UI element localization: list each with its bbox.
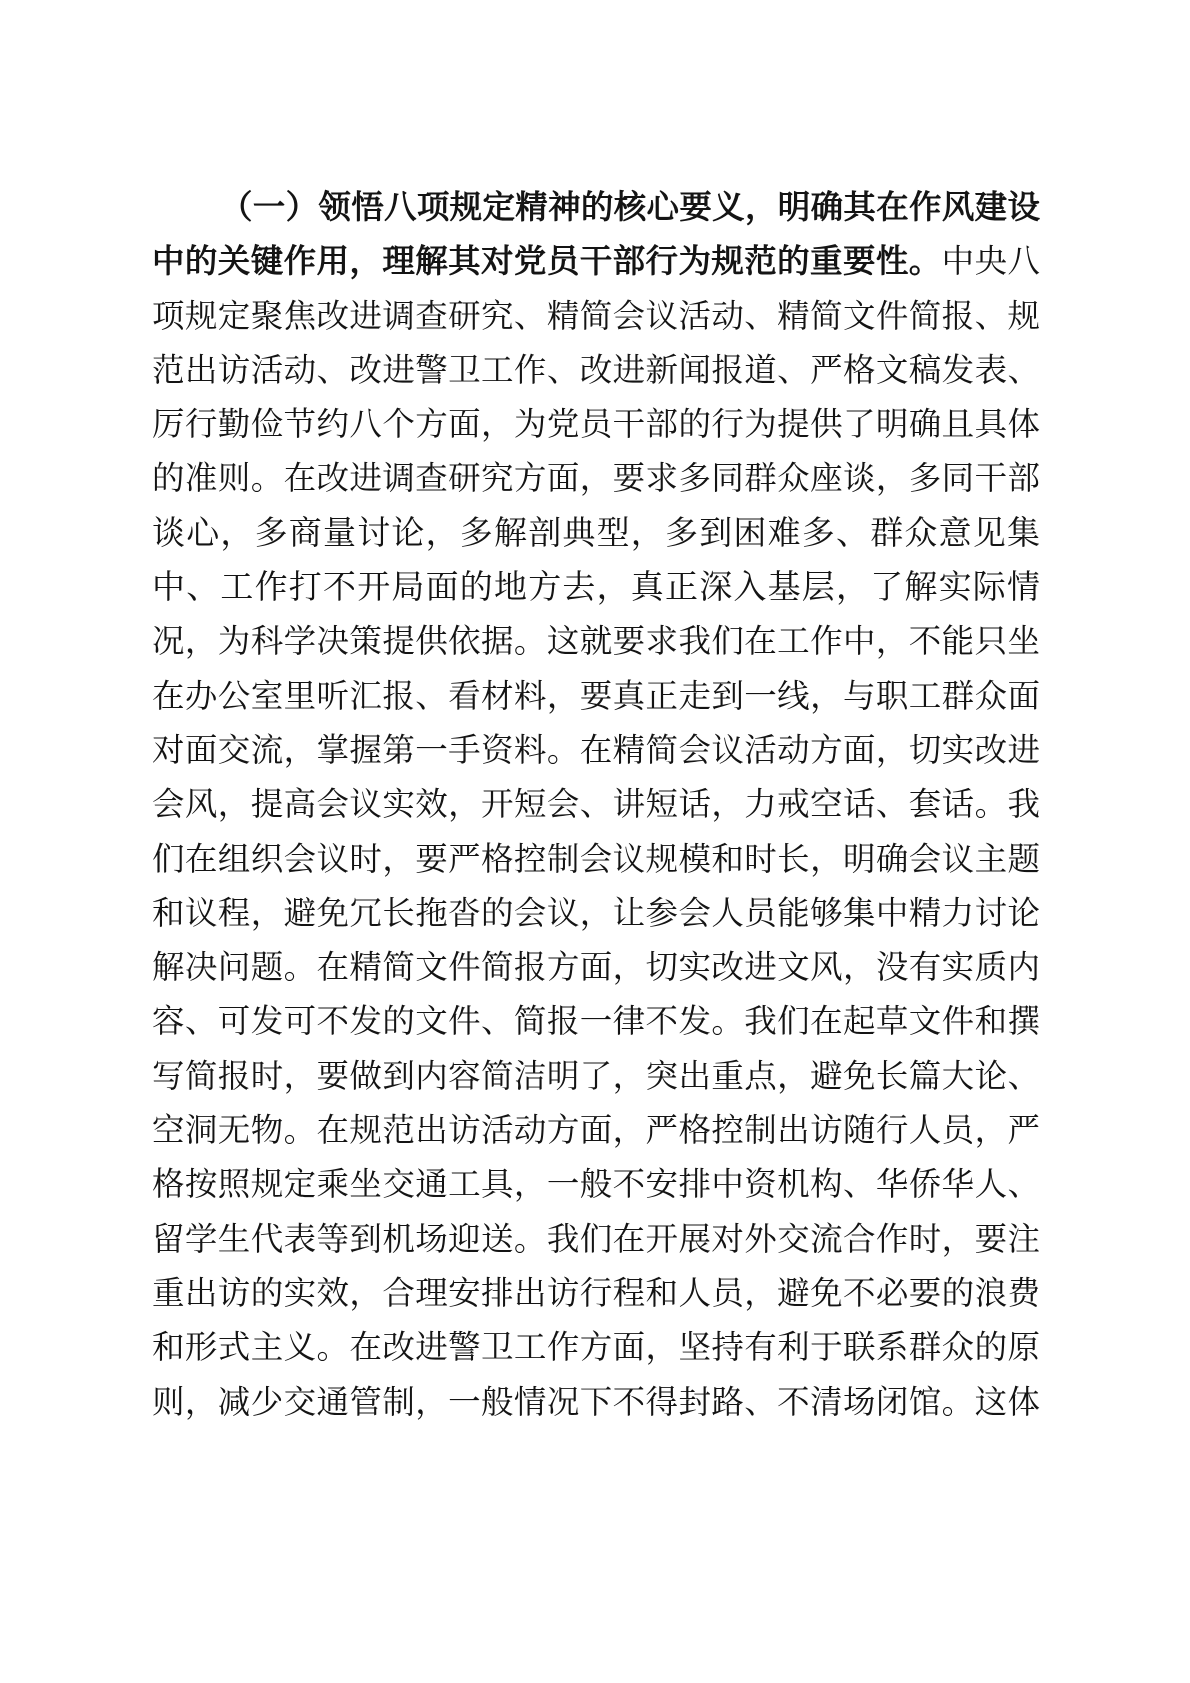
body-text: 况，为科学决策提供依据。这就要求我们在工作中，不能只坐 xyxy=(152,622,1040,661)
body-text: 们在组织会议时，要严格控制会议规模和时长，明确会议主题 xyxy=(152,839,1040,878)
text-line xyxy=(152,1103,1040,1157)
body-text: 重出访的实效，合理安排出访行程和人员，避免不必要的浪费 xyxy=(152,1273,1040,1312)
body-text: 范出访活动、改进警卫工作、改进新闻报道、严格文稿发表、 xyxy=(152,350,1040,389)
text-line xyxy=(152,940,1040,994)
body-text: 格按照规定乘坐交通工具，一般不安排中资机构、华侨华人、 xyxy=(152,1165,1040,1204)
body-paragraph xyxy=(152,180,1040,1429)
body-text: 和议程，避免冗长拖沓的会议，让参会人员能够集中精力讨论 xyxy=(152,893,1040,932)
body-text: 会风，提高会议实效，开短会、讲短话，力戒空话、套话。我 xyxy=(152,785,1040,824)
body-text: 中央八 xyxy=(941,242,1040,281)
text-line xyxy=(152,1266,1040,1320)
text-line xyxy=(152,669,1040,723)
text-line xyxy=(152,451,1040,505)
text-line xyxy=(152,614,1040,668)
text-line xyxy=(152,1049,1040,1103)
body-text: 谈心，多商量讨论，多解剖典型，多到困难多、群众意见集 xyxy=(152,512,1040,552)
body-text: 项规定聚焦改进调查研究、精简会议活动、精简文件简报、规 xyxy=(152,296,1040,335)
body-text: 的准则。在改进调查研究方面，要求多同群众座谈，多同干部 xyxy=(152,459,1040,498)
body-text: 在办公室里听汇报、看材料，要真正走到一线，与职工群众面 xyxy=(152,676,1040,715)
body-text: 对面交流，掌握第一手资料。在精简会议活动方面，切实改进 xyxy=(152,730,1040,769)
text-line xyxy=(152,560,1040,614)
text-line xyxy=(152,234,1040,288)
text-line xyxy=(152,1320,1040,1374)
body-text: 留学生代表等到机场迎送。我们在开展对外交流合作时，要注 xyxy=(152,1219,1040,1258)
body-text: 中、工作打不开局面的地方去，真正深入基层，了解实际情 xyxy=(152,567,1040,607)
text-line xyxy=(152,397,1040,451)
text-line xyxy=(152,343,1040,397)
text-line xyxy=(152,1375,1040,1429)
body-text: 容、可发可不发的文件、简报一律不发。我们在起草文件和撰 xyxy=(152,1002,1040,1041)
body-text: 空洞无物。在规范出访活动方面，严格控制出访随行人员，严 xyxy=(152,1111,1040,1150)
text-line xyxy=(152,1212,1040,1266)
text-line xyxy=(152,289,1040,343)
body-text: 则，减少交通管制，一般情况下不得封路、不清场闭馆。这体 xyxy=(152,1382,1040,1421)
body-text: 和形式主义。在改进警卫工作方面，坚持有利于联系群众的原 xyxy=(152,1328,1040,1367)
bold-heading-text: （一）领悟八项规定精神的核心要义，明确其在作风建设 xyxy=(220,187,1040,226)
text-line xyxy=(152,1157,1040,1211)
body-text: 写简报时，要做到内容简洁明了，突出重点，避免长篇大论、 xyxy=(152,1056,1040,1095)
body-text: 厉行勤俭节约八个方面，为党员干部的行为提供了明确且具体 xyxy=(152,405,1040,444)
body-text: 解决问题。在精简文件简报方面，切实改进文风，没有实质内 xyxy=(152,948,1040,987)
text-line xyxy=(152,832,1040,886)
text-line xyxy=(152,886,1040,940)
text-line xyxy=(152,994,1040,1048)
text-line xyxy=(152,777,1040,831)
text-line xyxy=(152,506,1040,560)
bold-heading-text: 中的关键作用，理解其对党员干部行为规范的重要性。 xyxy=(152,241,942,281)
text-line xyxy=(152,723,1040,777)
text-line xyxy=(152,180,1040,234)
